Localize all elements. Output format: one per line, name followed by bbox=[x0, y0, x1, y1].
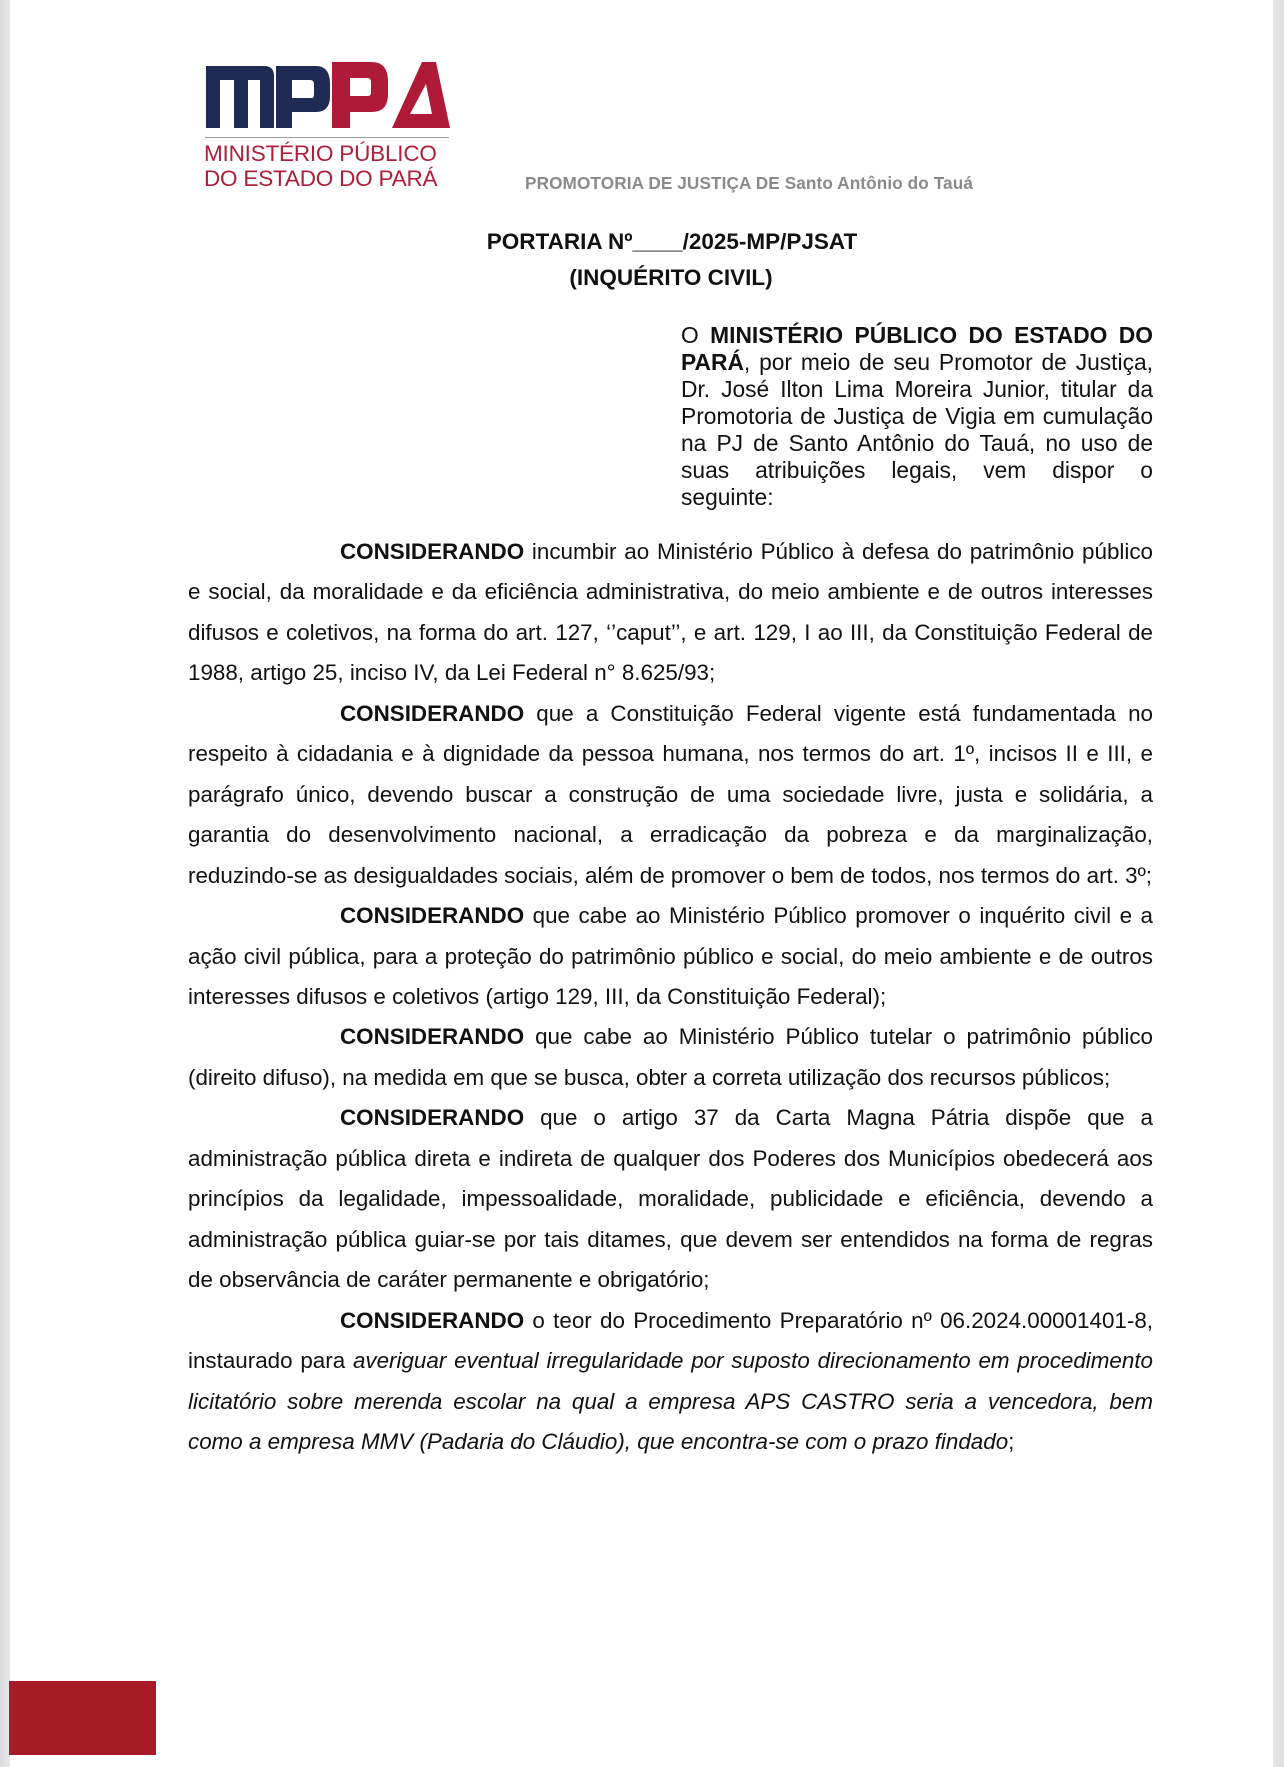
preamble-text: , por meio de seu Promotor de Justiça, Dr. José Ilton Lima Moreira Junior, titular da Promotoria de Justiça de Vigia em cumulação na PJ de Santo Antônio do Tauá, no uso de suas atribuições legais, vem dispor o seguinte: bbox=[681, 349, 1153, 510]
footer-accent-block bbox=[9, 1681, 156, 1755]
considerando-object: averiguar eventual irregularidade por suposto direcionamento em procedimento licitatório sobre merenda escolar na qual a empresa APS CASTRO seria a vencedora, bem como a empresa MMV (Padaria do Cláudio), que encontra-se com o prazo findado bbox=[188, 1348, 1153, 1454]
logo-text-line2: DO ESTADO DO PARÁ bbox=[204, 166, 438, 191]
considerando-text: que o artigo 37 da Carta Magna Pátria dispõe que a administração pública direta e indireta de qualquer dos Poderes dos Municípios obedecerá aos princípios da legalidade, impessoalidade, moralidade, publicidade e eficiência, devendo a administração pública guiar-se por tais ditames, que devem ser entendidos na forma de regras de observância de caráter permanente e obrigatório; bbox=[188, 1105, 1153, 1293]
preamble-pre: O bbox=[681, 322, 711, 348]
document-title bbox=[0, 229, 1284, 255]
considerando-lead: CONSIDERANDO bbox=[340, 539, 525, 564]
considerando-text: que a Constituição Federal vigente está fundamentada no respeito à cidadania e à dignidade da pessoa humana, nos termos do art. 1º, incisos II e III, e parágrafo único, devendo buscar a construção de uma sociedade livre, justa e solidária, a garantia do desenvolvimento nacional, a erradicação da pobreza e da marginalização, reduzindo-se as desigualdades sociais, além de promover o bem de todos, nos termos do art. 3º; bbox=[188, 700, 1153, 888]
logo-text-line1: MINISTÉRIO PÚBLICO bbox=[204, 141, 437, 166]
considerando-paragraph bbox=[188, 1098, 1153, 1300]
considerando-paragraph bbox=[188, 1017, 1153, 1098]
document-body bbox=[188, 532, 1153, 1462]
preamble-paragraph bbox=[681, 322, 1153, 511]
promotoria-name: Santo Antônio do Tauá bbox=[784, 173, 973, 193]
title-prefix: PORTARIA Nº bbox=[486, 229, 633, 254]
considerando-lead: CONSIDERANDO bbox=[340, 700, 525, 726]
considerando-lead: CONSIDERANDO bbox=[340, 903, 525, 929]
considerando-text: que cabe ao Ministério Público tutelar o patrimônio público (direito difuso), na medida em que se busca, obter a correta utilização dos recursos públicos; bbox=[188, 1024, 1153, 1090]
considerando-lead: CONSIDERANDO bbox=[340, 1024, 525, 1050]
considerando-text: que cabe ao Ministério Público promover o inquérito civil e a ação civil pública, para a proteção do patrimônio público e social, do meio ambiente e de outros interesses difusos e coletivos (artigo 129, III, da Constituição Federal); bbox=[188, 903, 1153, 1009]
considerando-lead: CONSIDERANDO bbox=[340, 1105, 525, 1131]
title-number-blank: ____ bbox=[632, 229, 683, 254]
promotoria-header bbox=[525, 173, 973, 194]
considerando-paragraph bbox=[188, 532, 1153, 694]
considerando-lead: CONSIDERANDO bbox=[340, 1307, 525, 1333]
logo-divider bbox=[205, 137, 449, 138]
document-subtitle: (INQUÉRITO CIVIL) bbox=[569, 265, 773, 290]
promotoria-prefix: PROMOTORIA DE JUSTIÇA DE bbox=[525, 173, 785, 193]
mppa-logo-mark-icon bbox=[204, 60, 450, 132]
preamble-institution: MINISTÉRIO PÚBLICO DO ESTADO DO PARÁ bbox=[681, 322, 1153, 375]
considerando-text: incumbir ao Ministério Público à defesa do patrimônio público e social, da moralidade e da eficiência administrativa, do meio ambiente e de outros interesses difusos e coletivos, na forma do art. 127, ‘’caput’’, e art. 129, I ao III, da Constituição Federal de 1988, artigo 25, inciso IV, da Lei Federal n° 8.625/93; bbox=[188, 539, 1153, 686]
considerando-text: o teor do Procedimento Preparatório nº 06.2024.00001401-8, instaurado para bbox=[188, 1307, 1153, 1374]
considerando-paragraph bbox=[188, 896, 1153, 1017]
considerando-paragraph bbox=[188, 694, 1153, 896]
title-suffix: /2025-MP/PJSAT bbox=[682, 229, 858, 254]
mppa-logo bbox=[204, 60, 450, 194]
considerando-tail: ; bbox=[1008, 1428, 1015, 1454]
considerando-paragraph bbox=[188, 1301, 1153, 1463]
